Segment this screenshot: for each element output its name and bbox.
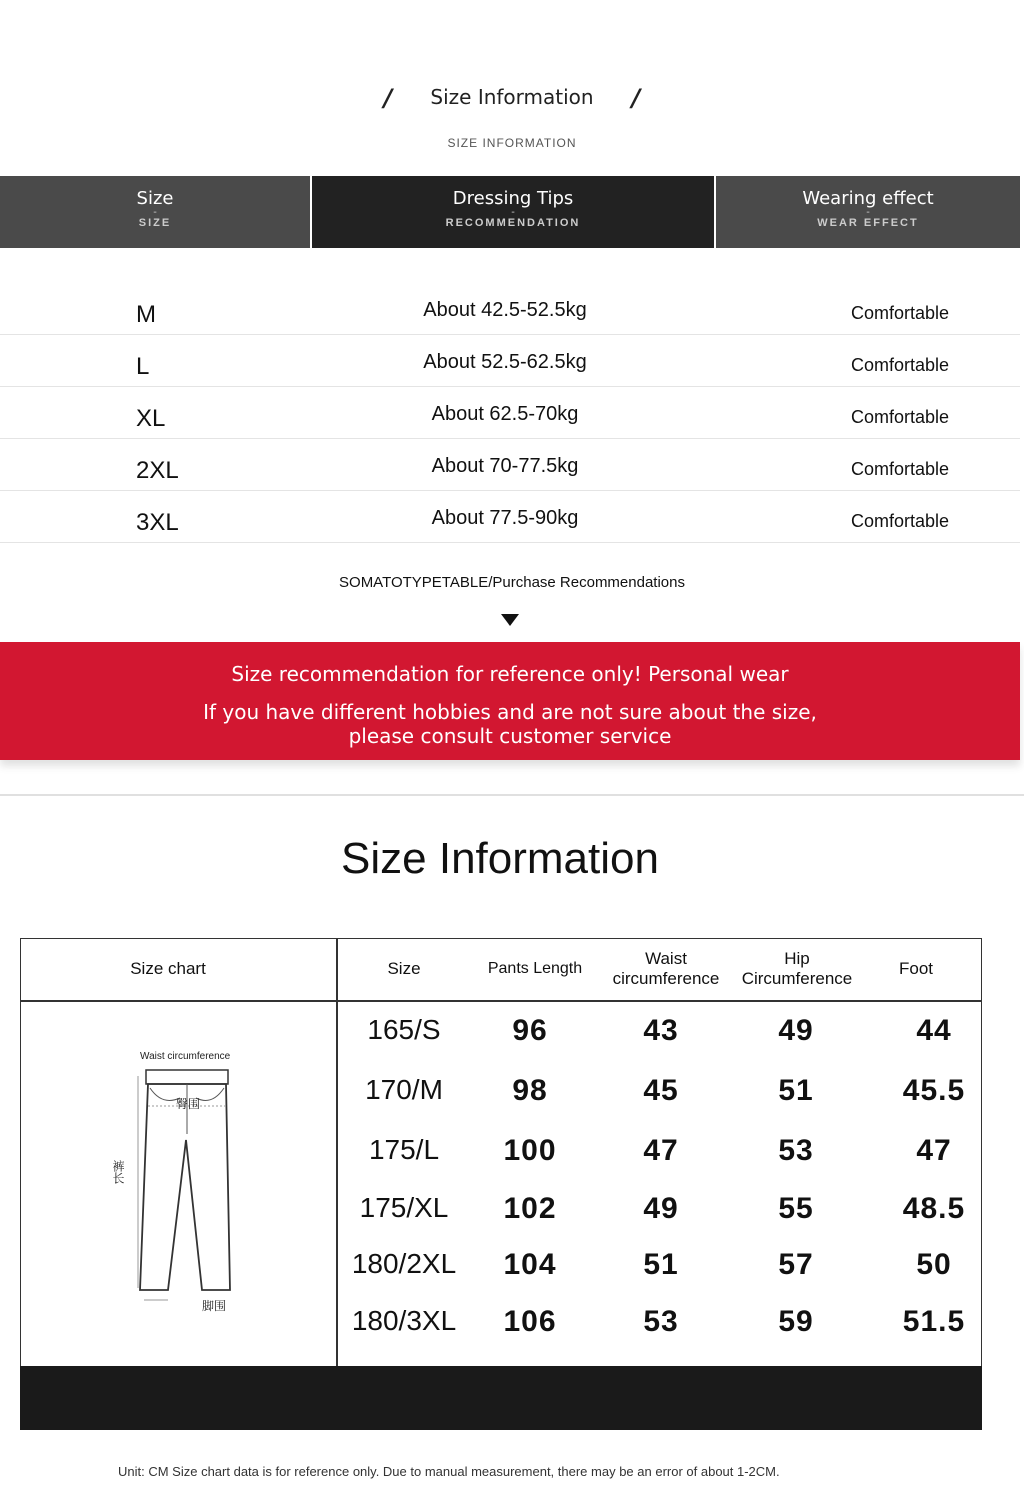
cell-foot: 51.5 [902,1305,966,1338]
diagram-waist-label: Waist circumference [140,1051,231,1062]
row-effect: Comfortable [850,303,950,323]
notice-line-3: please consult customer service [348,724,672,748]
header-size: Size - SIZE [0,176,310,248]
arrow-down-icon [501,614,519,626]
cell-waist: 49 [643,1192,679,1225]
header-wearing-effect: Wearing effect - WEAR EFFECT [716,176,1020,248]
diagram-hip-label: 臀围 [176,1097,201,1111]
cell-size: 180/3XL [351,1305,457,1336]
cell-hip: 51 [778,1074,814,1107]
row-size: M [136,301,156,328]
table-row [0,491,1020,543]
slash-left-decoration: / [383,84,393,112]
row-weight: About 70-77.5kg [431,455,579,477]
diagram-length-label: 裤长 [111,1160,125,1184]
row-effect: Comfortable [850,511,950,531]
table-caption: SOMATOTYPETABLE/Purchase Recommendations [339,574,685,591]
col-header-hip: Hip Circumference [741,949,853,988]
row-size: 2XL [136,457,179,484]
table-row [0,439,1020,491]
cell-size: 180/2XL [351,1248,457,1279]
header-size-label: Size [136,188,174,209]
chart-footer-bar [20,1366,982,1430]
slash-right-decoration: / [631,84,641,112]
header-tips-label: Dressing Tips [452,188,574,209]
cell-size: 165/S [367,1014,441,1045]
notice-banner [0,642,1020,760]
cell-hip: 49 [778,1014,814,1047]
cell-hip: 55 [778,1192,814,1225]
row-effect: Comfortable [850,459,950,479]
top-title-text: Size Information [430,85,594,109]
col-header-size: Size [387,959,421,978]
cell-size: 175/L [368,1134,440,1165]
notice-line-1: Size recommendation for reference only! Personal wear [231,662,789,686]
row-size: XL [136,405,166,432]
cell-waist: 53 [643,1305,679,1338]
section-divider [0,794,1024,796]
cell-waist: 47 [643,1134,679,1167]
cell-length: 98 [512,1074,548,1107]
row-weight: About 52.5-62.5kg [423,351,587,373]
section-subtitle-top: SIZE INFORMATION [447,136,577,150]
col-header-foot: Foot [898,959,934,978]
header-tips-sub: RECOMMENDATION [445,217,581,229]
row-weight: About 42.5-52.5kg [423,299,587,321]
cell-length: 96 [512,1014,548,1047]
cell-length: 106 [503,1305,557,1338]
cell-foot: 48.5 [902,1192,966,1225]
table-row [0,283,1020,335]
row-weight: About 77.5-90kg [431,507,579,529]
header-wear-sub: WEAR EFFECT [817,217,919,229]
cell-waist: 51 [643,1248,679,1281]
pants-diagram-icon [110,1048,260,1318]
cell-hip: 57 [778,1248,814,1281]
row-size: L [136,353,150,380]
row-weight: About 62.5-70kg [431,403,579,425]
cell-foot: 50 [916,1248,952,1281]
table-row [0,335,1020,387]
cell-length: 100 [503,1134,557,1167]
cell-waist: 45 [643,1074,679,1107]
col-header-waist: Waist circumference [612,949,720,988]
size-info-title: Size Information [341,834,659,883]
header-dressing-tips: Dressing Tips - RECOMMENDATION [312,176,714,248]
cell-size: 170/M [365,1074,443,1105]
row-effect: Comfortable [850,407,950,427]
row-effect: Comfortable [850,355,950,375]
header-size-sub: SIZE [138,217,172,229]
table-row [0,387,1020,439]
cell-foot: 45.5 [902,1074,966,1107]
section-title-top [0,84,1024,112]
cell-hip: 53 [778,1134,814,1167]
cell-size: 175/XL [359,1192,449,1223]
header-wear-label: Wearing effect [802,188,934,209]
cell-foot: 47 [916,1134,952,1167]
cell-waist: 43 [643,1014,679,1047]
cell-length: 104 [503,1248,557,1281]
footnote: Unit: CM Size chart data is for reference only. Due to manual measurement, there may be an error of about 1-2CM. [118,1464,780,1479]
diagram-foot-label: 脚围 [202,1299,227,1313]
size-chart-label: Size chart [130,959,206,978]
cell-foot: 44 [916,1014,952,1047]
row-size: 3XL [136,509,179,536]
cell-length: 102 [503,1192,557,1225]
notice-line-2: If you have different hobbies and are not sure about the size, [203,700,817,724]
cell-hip: 59 [778,1305,814,1338]
col-header-pants-length: Pants Length [487,960,583,977]
